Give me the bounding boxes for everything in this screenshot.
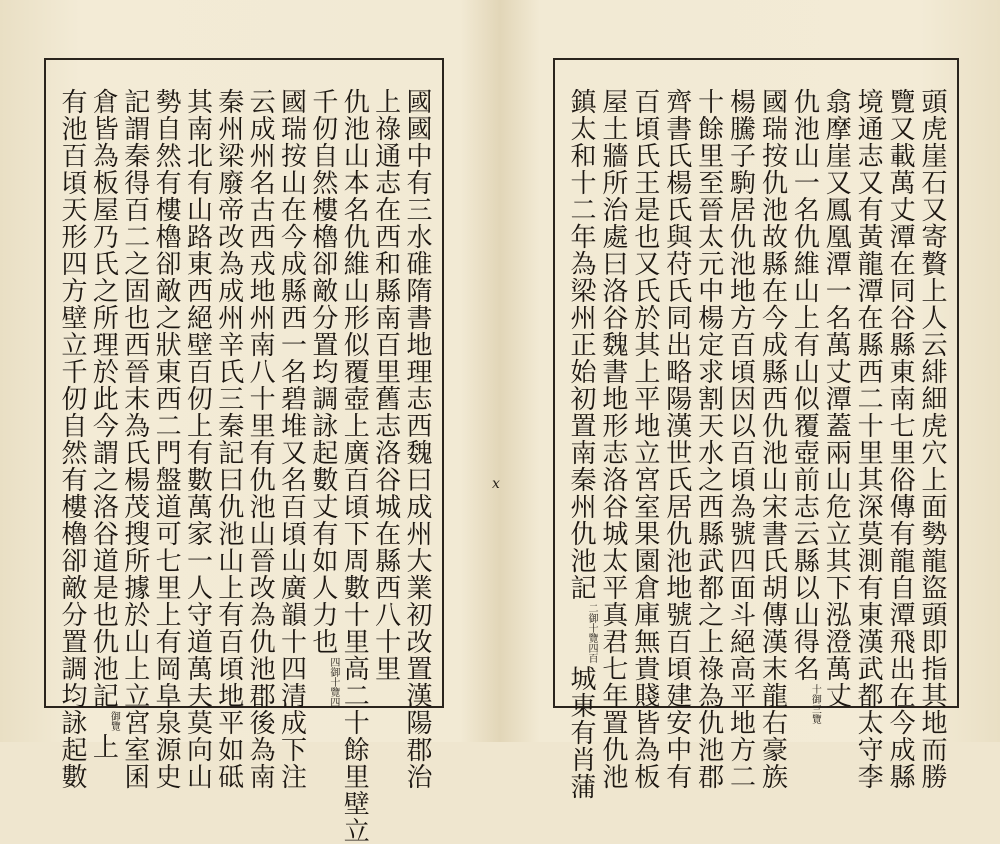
right-page bbox=[553, 58, 959, 800]
text-column: 百頃氏王是也又氏於其上平地立宮室果園倉庫無貴賤皆為板 bbox=[629, 88, 660, 790]
source-note: 御覽 bbox=[108, 711, 120, 731]
text-column: 頭虎崖石又寄贅上人云緋細虎穴上面勢龍盜頭即指其地而勝 bbox=[916, 88, 947, 790]
text-column: 云成州名古西戎地州南八十里有仇池山晉改為仇池郡後為南 bbox=[245, 88, 276, 790]
text-column: 仇池山本名仇維山形似覆壺上廣百頃下周數十里高二十餘里壁立 bbox=[339, 88, 370, 844]
text-column: 國瑞按仇池故縣在今成縣西仇池山宋書氏胡傳漢末龍右豪族 bbox=[757, 88, 788, 790]
source-note: 四御十覽四 bbox=[327, 657, 339, 707]
right-page-columns bbox=[565, 88, 947, 800]
text-column: 屋土牆所治處曰洛谷魏書地形志洛谷城太平真君七年置仇池 bbox=[597, 88, 628, 790]
text-column: 上祿通志在西和縣南百里舊志洛谷城在縣西八十里 bbox=[370, 88, 401, 682]
text-column: 記謂秦得百二之固也西晉末為氏楊茂搜所據於山上立宮室囷 bbox=[119, 88, 150, 790]
text-column: 境通志又有黃龍潭在縣西二十里其深莫測有東漢武都太守李 bbox=[853, 88, 884, 790]
text-column: 仇池山一名仇維山上有山似覆壺前志云縣以山得名十御三覽 bbox=[789, 88, 821, 724]
text-column: 楊騰子駒居仇池地方百頃因以百頃為號四面斗絕高平地方二 bbox=[725, 88, 756, 790]
text-column: 國瑞按山在今成縣西一名碧堆又名百頃山廣韻十四清成下注 bbox=[276, 88, 307, 790]
text-column: 十餘里至晉太元中楊定求割天水之西縣武都之上祿為仇池郡 bbox=[693, 88, 724, 790]
text-column: 秦州梁廢帝改為成州辛氏三秦記曰仇池山上有百頃地平如砥 bbox=[213, 88, 244, 790]
text-column: 齊書氏楊氏與苻氏同出略陽漢世氏居仇池地號百頃建安中有 bbox=[661, 88, 692, 790]
text-column: 鎮太和十二年為梁州正始初置南秦州仇池記二御十覽四百城東有肖蒲 bbox=[566, 88, 597, 800]
text-column: 國國中有三水碓隋書地理志西魏曰成州大業初改置漢陽郡治 bbox=[401, 88, 432, 790]
source-note: 二御十覽四百 bbox=[586, 603, 597, 663]
text-column: 翕摩崖又鳳凰潭一名萬丈潭蓋兩山危立其下泓澄萬丈 bbox=[821, 88, 852, 709]
gutter-mark: x bbox=[492, 476, 500, 492]
text-column: 勢自然有樓櫓卻敵之狀東西二門盤道可七里上有岡阜泉源史 bbox=[151, 88, 182, 790]
left-page-columns bbox=[56, 88, 432, 844]
left-page bbox=[44, 58, 444, 844]
source-note: 十御三覽 bbox=[809, 684, 821, 724]
text-column: 有池百頃天形四方壁立千仞自然有樓櫓卻敵分置調均詠起數 bbox=[57, 88, 87, 790]
text-column: 倉皆為板屋乃氏之所理於此今謂之洛谷道是也仇池記御覽上 bbox=[88, 88, 120, 760]
text-column: 千仞自然樓櫓卻敵分置均調詠起數丈有如人力也四御十覽四 bbox=[307, 88, 339, 707]
text-column: 覽又載萬丈潭在同谷縣東南七里俗傳有龍自潭飛出在今成縣 bbox=[885, 88, 916, 790]
text-column: 其南北有山路東西絕壁百仞上有數萬家一人守道萬夫莫向山 bbox=[182, 88, 213, 790]
